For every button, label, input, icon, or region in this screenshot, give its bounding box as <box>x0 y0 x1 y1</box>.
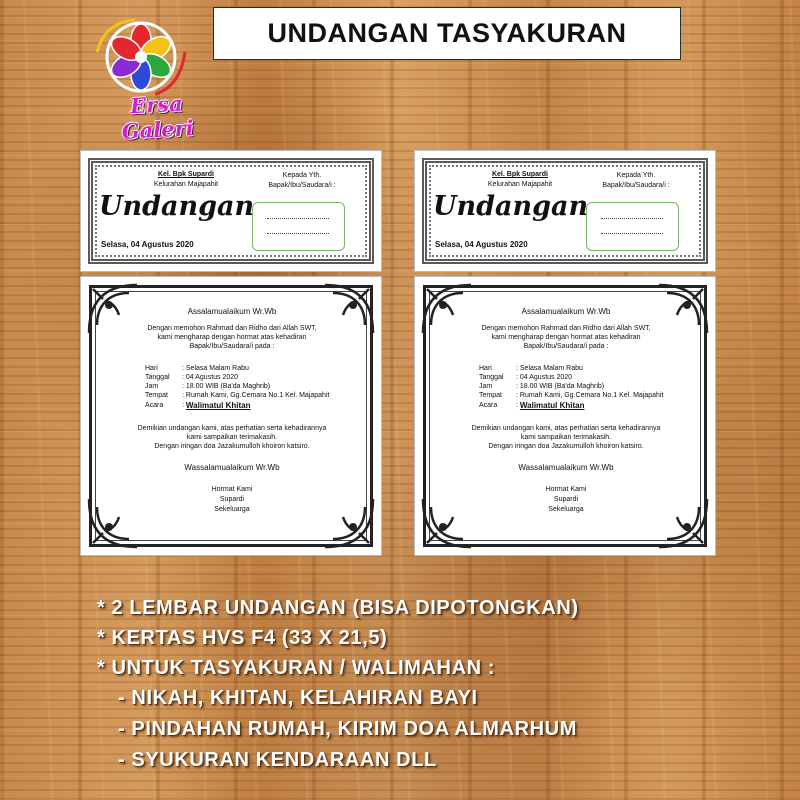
info-line: - SYUKURAN KENDARAAN DLL <box>118 749 437 771</box>
recipient-box <box>586 202 679 251</box>
card-signature: Supardi <box>219 496 245 503</box>
info-line: * UNTUK TASYAKURAN / WALIMAHAN : <box>97 657 496 679</box>
card-intro: Dengan memohon Rahmad dan Ridho dari Allah SWT, <box>147 325 317 332</box>
card-intro: kami mengharap dengan hormat atas kehadiran <box>491 334 641 341</box>
card-intro: Bapak/Ibu/Saudara/i pada : <box>189 343 275 350</box>
sender-address: Kelurahan Majapahit <box>153 181 219 188</box>
event-detail-row: Jam : 18.00 WIB (Ba'da Maghrib) <box>145 383 271 390</box>
card-closing: Demikian undangan kami, atas perhatian serta kehadirannya <box>137 425 327 432</box>
card-signature: Supardi <box>553 496 579 503</box>
event-detail-row: Acara : Walimatul Khitan <box>145 401 251 410</box>
recipient-line <box>601 217 663 219</box>
envelope-date: Selasa, 04 Agustus 2020 <box>101 240 194 249</box>
card-closing: kami sampaikan terimakasih. <box>186 434 278 441</box>
card-greeting: Assalamualaikum Wr.Wb <box>521 307 611 316</box>
card-greeting: Assalamualaikum Wr.Wb <box>187 307 277 316</box>
envelope-date: Selasa, 04 Agustus 2020 <box>435 240 528 249</box>
event-detail-row: Acara : Walimatul Khitan <box>479 401 585 410</box>
recipient-line <box>267 217 329 219</box>
sender-name: Kel. Bpk Supardi <box>157 171 214 178</box>
logo-text: Ersa Galeri <box>121 90 195 144</box>
recipient-line <box>267 232 329 234</box>
card-salam: Wassalamualaikum Wr.Wb <box>518 463 614 472</box>
invitation-card-right <box>414 276 716 556</box>
page-title: UNDANGAN TASYAKURAN <box>213 7 681 60</box>
event-detail-row: Tempat : Rumah Kami, Gg.Cemara No.1 Kel. Majapahit <box>479 392 664 399</box>
invitation-card-left <box>80 276 382 556</box>
card-closing: Demikian undangan kami, atas perhatian serta kehadirannya <box>471 425 661 432</box>
event-name: Walimatul Khitan <box>185 401 251 410</box>
event-detail-row: Tanggal : 04 Agustus 2020 <box>479 374 573 381</box>
card-signature: Sekeluarga <box>214 506 250 513</box>
info-line: * 2 LEMBAR UNDANGAN (BISA DIPOTONGKAN) <box>97 597 579 619</box>
card-closing: Dengan iringan doa Jazakumulloh khoiron katsiro. <box>488 443 644 450</box>
recipient-box <box>252 202 345 251</box>
event-name: Walimatul Khitan <box>519 401 585 410</box>
card-signature: Sekeluarga <box>548 506 584 513</box>
brand-logo <box>85 12 220 144</box>
recipient-line <box>601 232 663 234</box>
card-signature: Hormat Kami <box>211 486 253 493</box>
recipient-label: Kepada Yth. Bapak/Ibu/Saudara/i : <box>268 172 336 189</box>
info-line: * KERTAS HVS F4 (33 X 21,5) <box>97 627 388 649</box>
card-signature: Hormat Kami <box>545 486 587 493</box>
info-line: - PINDAHAN RUMAH, KIRIM DOA ALMARHUM <box>118 718 577 740</box>
envelope-left <box>80 150 382 272</box>
envelope-heading: Undangan <box>433 191 589 222</box>
event-detail-row: Tanggal : 04 Agustus 2020 <box>145 374 239 381</box>
sender-address: Kelurahan Majapahit <box>487 181 553 188</box>
event-detail-row: Hari : Selasa Malam Rabu <box>145 365 249 372</box>
card-closing: kami sampaikan terimakasih. <box>520 434 612 441</box>
card-intro: Dengan memohon Rahmad dan Ridho dari Allah SWT, <box>481 325 651 332</box>
card-intro: kami mengharap dengan hormat atas kehadiran <box>157 334 307 341</box>
event-detail-row: Jam : 18.00 WIB (Ba'da Maghrib) <box>479 383 605 390</box>
info-line: - NIKAH, KHITAN, KELAHIRAN BAYI <box>118 687 478 709</box>
envelope-heading: Undangan <box>99 191 255 222</box>
event-detail-row: Tempat : Rumah Kami, Gg.Cemara No.1 Kel. Majapahit <box>145 392 330 399</box>
sender-name: Kel. Bpk Supardi <box>491 171 548 178</box>
card-intro: Bapak/Ibu/Saudara/i pada : <box>523 343 609 350</box>
event-detail-row: Hari : Selasa Malam Rabu <box>479 365 583 372</box>
envelope-right <box>414 150 716 272</box>
card-salam: Wassalamualaikum Wr.Wb <box>184 463 280 472</box>
recipient-label: Kepada Yth. Bapak/Ibu/Saudara/i : <box>602 172 670 189</box>
card-closing: Dengan iringan doa Jazakumulloh khoiron katsiro. <box>154 443 310 450</box>
